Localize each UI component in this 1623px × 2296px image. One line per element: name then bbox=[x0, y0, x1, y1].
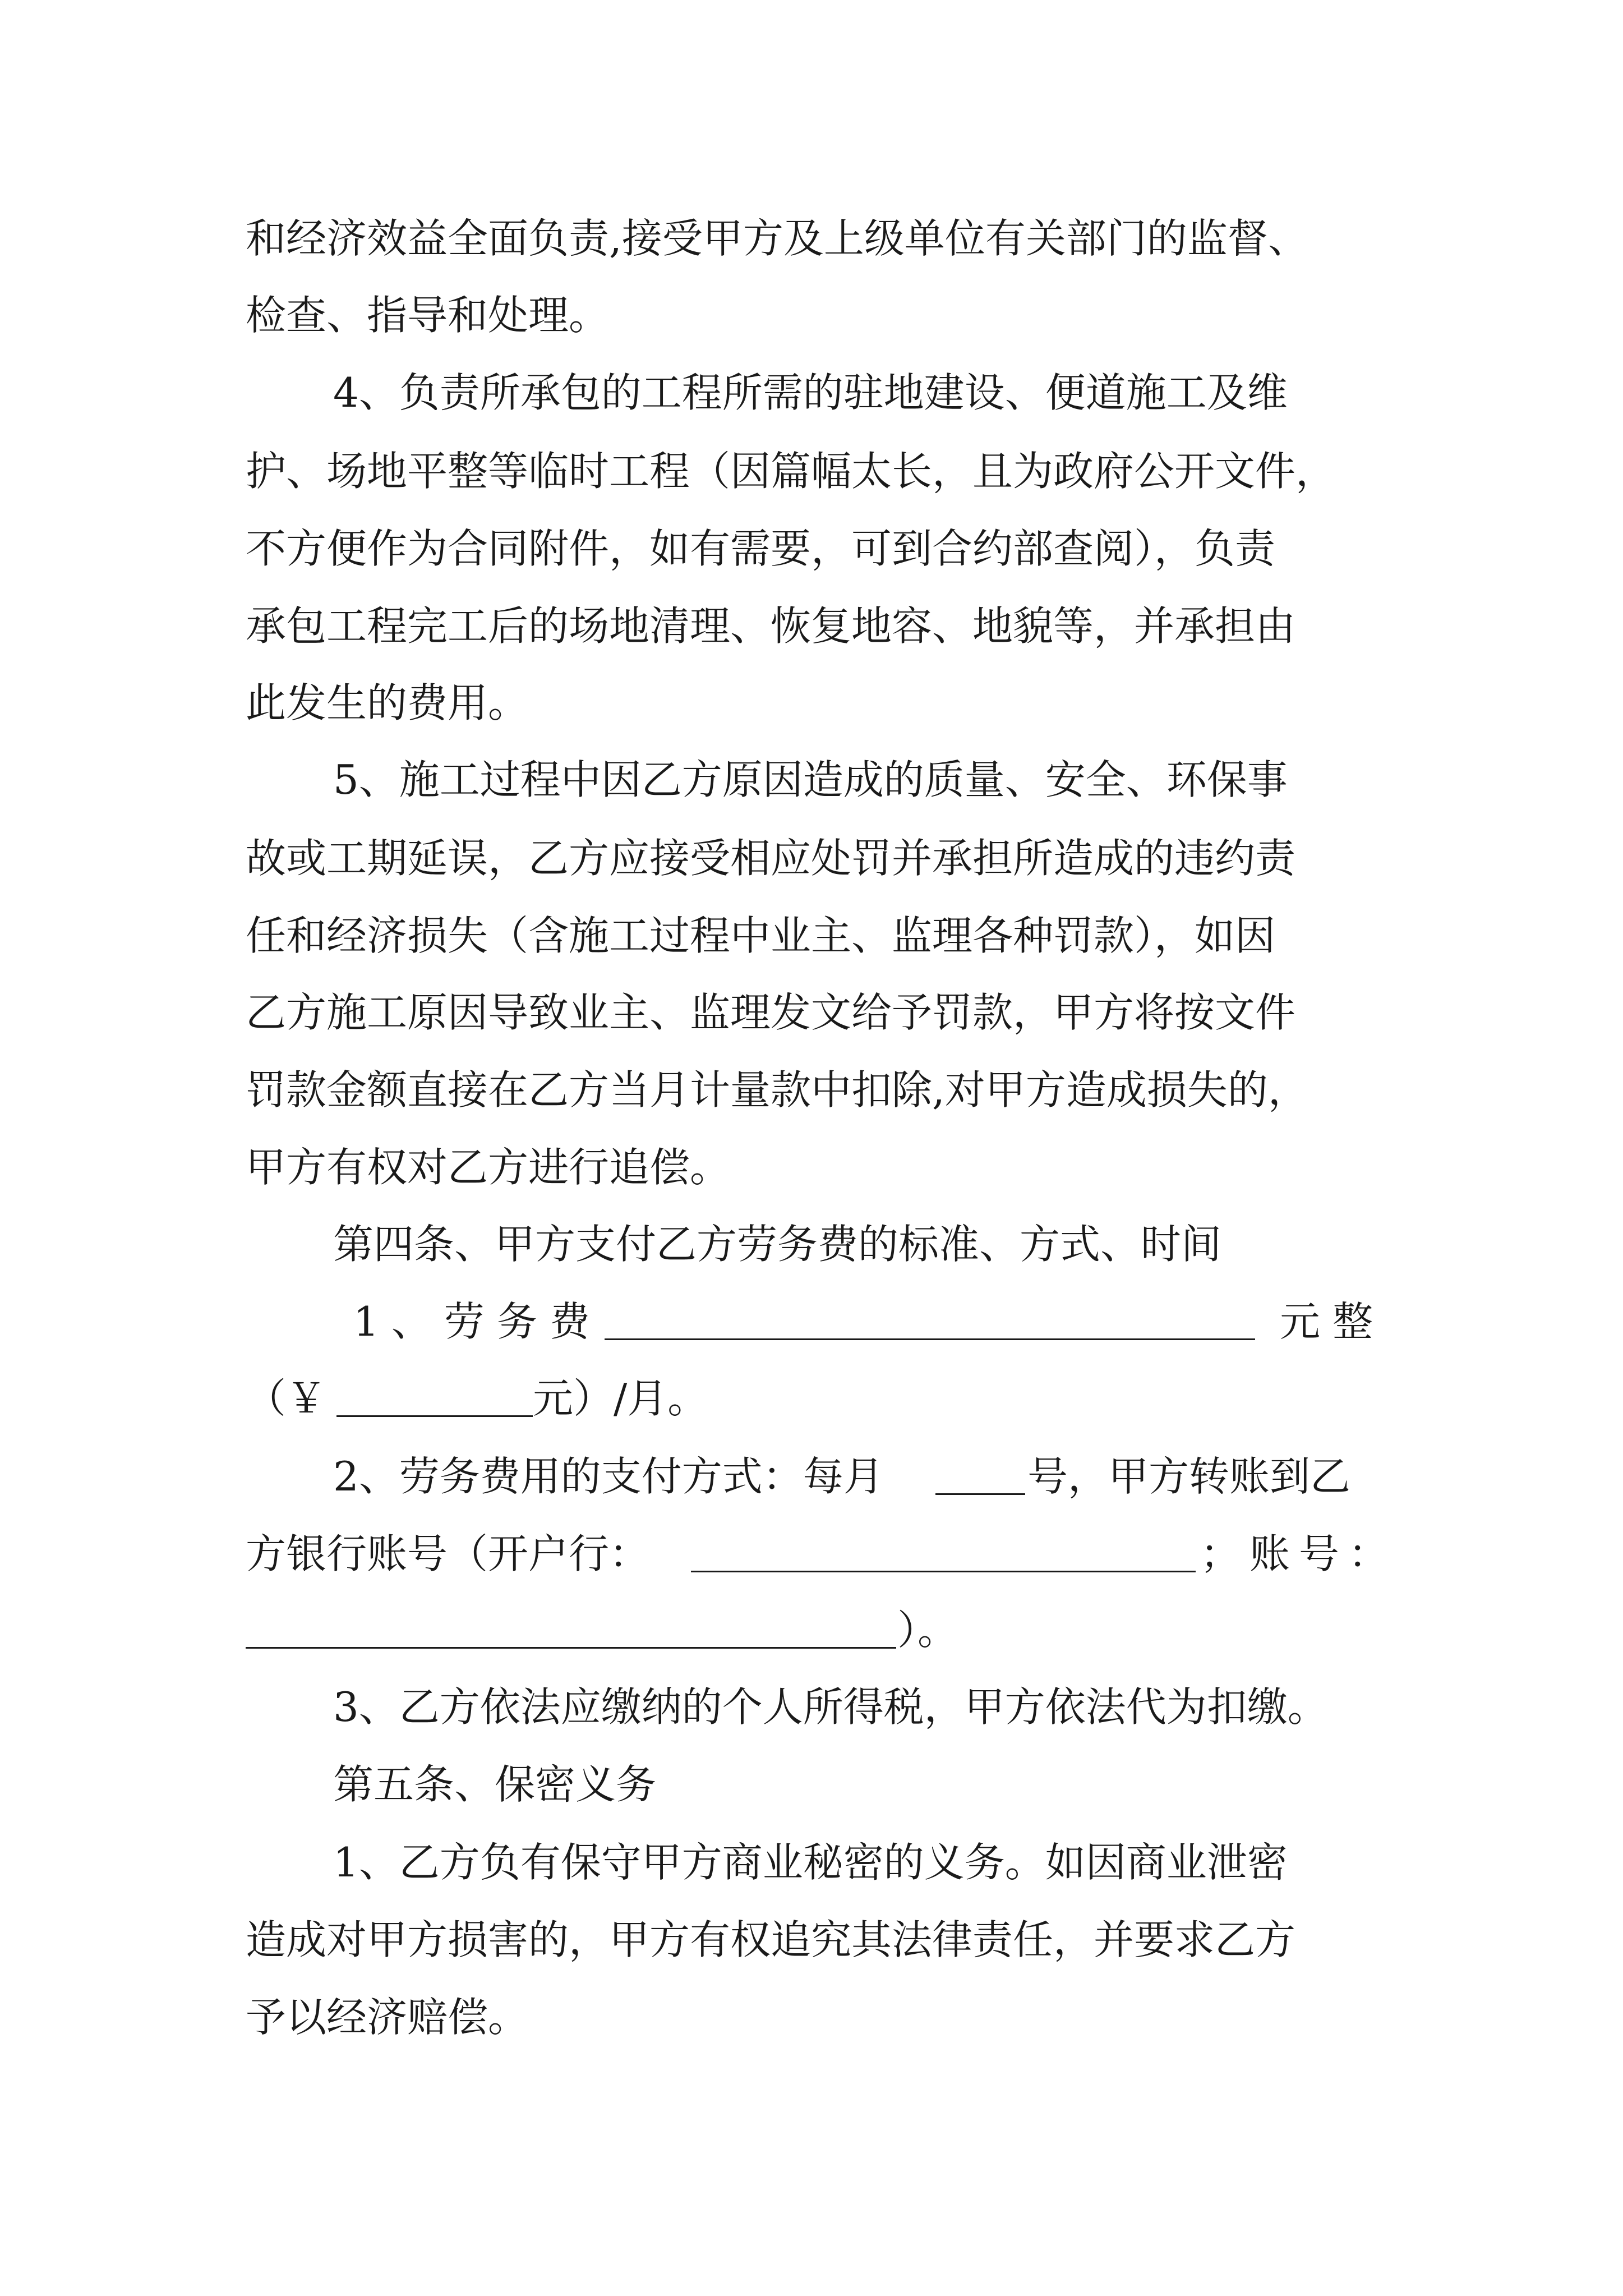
paragraph-line: 乙方施工原因导致业主、监理发文给予罚款，甲方将按文件 bbox=[246, 989, 1296, 1036]
bank-account-label: ；账号： bbox=[1200, 1530, 1398, 1577]
clause-3-5-line: 5、施工过程中因乙方原因造成的质量、安全、环保事 bbox=[333, 756, 1288, 803]
paragraph-line: 造成对甲方损害的，甲方有权追究其法律责任，并要求乙方 bbox=[246, 1916, 1296, 1963]
paragraph-line: 罚款金额直接在乙方当月计量款中扣除,对甲方造成损失的， bbox=[246, 1066, 1308, 1114]
paragraph-line: 予以经济赔偿。 bbox=[246, 1994, 529, 2041]
payment-day-blank[interactable] bbox=[935, 1456, 1025, 1495]
bank-prefix: 方银行账号（开户行： bbox=[246, 1530, 650, 1577]
paragraph-line: 此发生的费用。 bbox=[246, 679, 529, 726]
fee-amount-blank[interactable] bbox=[336, 1378, 533, 1417]
bank-name-blank[interactable] bbox=[691, 1534, 1196, 1572]
article-5-heading: 第五条、保密义务 bbox=[333, 1761, 657, 1808]
bank-close: ）。 bbox=[897, 1607, 958, 1654]
fee-label: 1、劳务费 bbox=[353, 1298, 602, 1345]
fee-blank[interactable] bbox=[605, 1301, 1255, 1340]
clause-4-3-line: 3、乙方依法应缴纳的个人所得税，甲方依法代为扣缴。 bbox=[333, 1683, 1328, 1731]
paragraph-line: 护、场地平整等临时工程（因篇幅太长，且为政府公开文件， bbox=[246, 448, 1336, 495]
paragraph-line: 检查、指导和处理。 bbox=[246, 292, 610, 339]
clause-3-4-line: 4、负责所承包的工程所需的驻地建设、便道施工及维 bbox=[333, 369, 1288, 416]
paragraph-line: 任和经济损失（含施工过程中业主、监理各种罚款），如因 bbox=[246, 912, 1276, 959]
paragraph-line: 不方便作为合同附件，如有需要，可到合约部查阅），负责 bbox=[246, 525, 1276, 572]
fee-unit: 元整 bbox=[1280, 1298, 1386, 1345]
fee-amount-prefix: （￥ bbox=[246, 1375, 327, 1422]
bank-account-blank[interactable] bbox=[246, 1610, 896, 1649]
payment-middle: 号，甲方转账到乙 bbox=[1027, 1453, 1351, 1500]
paragraph-line: 和经济效益全面负责,接受甲方及上级单位有关部门的监督、 bbox=[246, 215, 1308, 262]
paragraph-line: 承包工程完工后的场地清理、恢复地容、地貌等，并承担由 bbox=[246, 602, 1296, 650]
payment-prefix: 2、劳务费用的支付方式：每月 bbox=[333, 1453, 884, 1500]
fee-amount-suffix: 元）/月。 bbox=[533, 1375, 708, 1422]
paragraph-line: 故或工期延误，乙方应接受相应处罚并承担所造成的违约责 bbox=[246, 835, 1296, 882]
paragraph-line: 甲方有权对乙方进行追偿。 bbox=[246, 1144, 731, 1191]
clause-5-1-line: 1、乙方负有保守甲方商业秘密的义务。如因商业泄密 bbox=[333, 1839, 1288, 1886]
article-4-heading: 第四条、甲方支付乙方劳务费的标准、方式、时间 bbox=[333, 1221, 1222, 1268]
